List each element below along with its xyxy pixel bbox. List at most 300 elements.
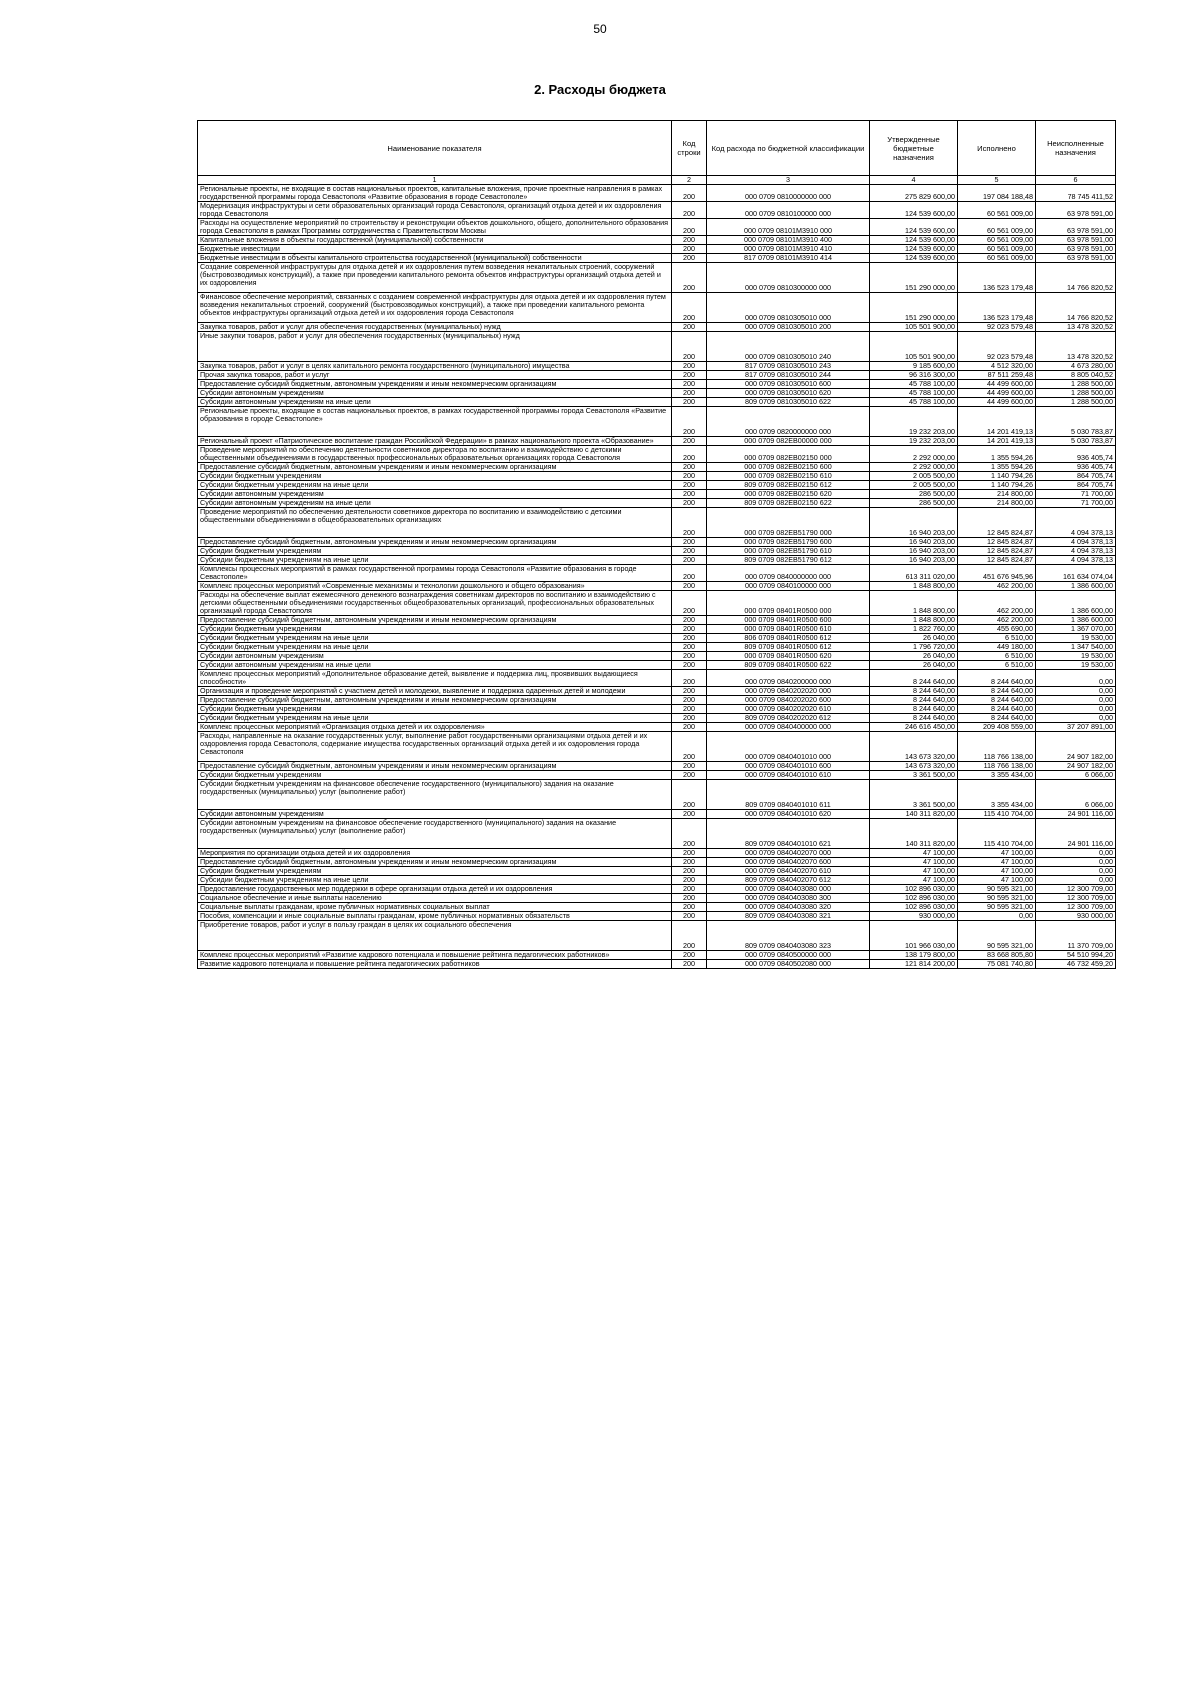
row-unexecuted-cell: 54 510 994,20 (1036, 951, 1116, 960)
row-line-code-cell: 200 (672, 616, 707, 625)
row-approved-cell: 124 539 600,00 (870, 254, 958, 263)
row-classification-code-cell: 000 0709 0840502080 000 (707, 960, 870, 969)
budget-table-container (197, 120, 1115, 969)
row-executed-cell: 8 244 640,00 (958, 687, 1036, 696)
row-approved-cell: 275 829 600,00 (870, 185, 958, 202)
row-classification-code-cell: 817 0709 0810305010 243 (707, 362, 870, 371)
column-number: 6 (1036, 176, 1116, 185)
row-unexecuted-cell: 12 300 709,00 (1036, 903, 1116, 912)
row-classification-code-cell: 000 0709 0840401010 600 (707, 762, 870, 771)
row-approved-cell: 105 501 900,00 (870, 332, 958, 362)
table-row (198, 236, 1116, 245)
row-classification-code-cell: 000 0709 082ЕВ02150 620 (707, 490, 870, 499)
table-row (198, 780, 1116, 810)
row-line-code-cell: 200 (672, 582, 707, 591)
row-approved-cell: 47 100,00 (870, 867, 958, 876)
row-executed-cell: 44 499 600,00 (958, 398, 1036, 407)
row-approved-cell: 286 500,00 (870, 490, 958, 499)
row-executed-cell: 87 511 259,48 (958, 371, 1036, 380)
row-executed-cell: 14 201 419,13 (958, 437, 1036, 446)
row-unexecuted-cell: 0,00 (1036, 705, 1116, 714)
row-classification-code-cell: 000 0709 0840402070 610 (707, 867, 870, 876)
row-name-cell: Субсидии бюджетным учреждениям на иные цели (198, 643, 672, 652)
row-executed-cell: 462 200,00 (958, 616, 1036, 625)
row-executed-cell: 8 244 640,00 (958, 705, 1036, 714)
column-number: 5 (958, 176, 1036, 185)
page-number: 50 (593, 22, 607, 36)
row-unexecuted-cell: 24 901 116,00 (1036, 819, 1116, 849)
row-classification-code-cell: 000 0709 0810000000 000 (707, 185, 870, 202)
row-unexecuted-cell: 63 978 591,00 (1036, 245, 1116, 254)
row-line-code-cell: 200 (672, 780, 707, 810)
row-line-code-cell: 200 (672, 556, 707, 565)
row-unexecuted-cell: 1 367 070,00 (1036, 625, 1116, 634)
table-row (198, 446, 1116, 463)
row-unexecuted-cell: 0,00 (1036, 714, 1116, 723)
row-classification-code-cell: 000 0709 0810305010 240 (707, 332, 870, 362)
row-unexecuted-cell: 71 700,00 (1036, 490, 1116, 499)
row-executed-cell: 12 845 824,87 (958, 538, 1036, 547)
row-name-cell: Субсидии бюджетным учреждениям (198, 625, 672, 634)
row-unexecuted-cell: 4 094 378,13 (1036, 508, 1116, 538)
row-approved-cell: 45 788 100,00 (870, 389, 958, 398)
row-name-cell: Предоставление субсидий бюджетным, автономным учреждениям и иным некоммерческим организациям (198, 616, 672, 625)
row-executed-cell: 209 408 559,00 (958, 723, 1036, 732)
row-unexecuted-cell: 12 300 709,00 (1036, 894, 1116, 903)
row-approved-cell: 8 244 640,00 (870, 696, 958, 705)
row-line-code-cell: 200 (672, 362, 707, 371)
row-unexecuted-cell: 19 530,00 (1036, 634, 1116, 643)
row-classification-code-cell: 000 0709 0840202020 600 (707, 696, 870, 705)
row-name-cell: Субсидии бюджетным учреждениям на иные цели (198, 481, 672, 490)
row-line-code-cell: 200 (672, 481, 707, 490)
row-executed-cell: 1 140 794,26 (958, 472, 1036, 481)
column-number: 1 (198, 176, 672, 185)
row-executed-cell: 118 766 138,00 (958, 732, 1036, 762)
row-name-cell: Субсидии автономным учреждениям (198, 389, 672, 398)
column-header-line-code: Код строки (672, 121, 707, 176)
row-approved-cell: 16 940 203,00 (870, 508, 958, 538)
row-name-cell: Предоставление государственных мер поддержки в сфере организации отдыха детей и их оздоровления (198, 885, 672, 894)
row-executed-cell: 60 561 009,00 (958, 202, 1036, 219)
row-unexecuted-cell: 63 978 591,00 (1036, 254, 1116, 263)
row-approved-cell: 930 000,00 (870, 912, 958, 921)
row-name-cell: Предоставление субсидий бюджетным, автономным учреждениям и иным некоммерческим организациям (198, 762, 672, 771)
row-unexecuted-cell: 0,00 (1036, 867, 1116, 876)
row-name-cell: Модернизация инфраструктуры и сети образовательных организаций города Севастополя, организаций отдыха детей и их оздоровления города Севастополя (198, 202, 672, 219)
row-executed-cell: 6 510,00 (958, 634, 1036, 643)
row-executed-cell: 47 100,00 (958, 867, 1036, 876)
row-unexecuted-cell: 0,00 (1036, 858, 1116, 867)
row-name-cell: Комплекс процессных мероприятий «Современные механизмы и технологии дошкольного и общего образования» (198, 582, 672, 591)
row-classification-code-cell: 000 0709 0810305010 000 (707, 293, 870, 323)
row-executed-cell: 214 800,00 (958, 490, 1036, 499)
column-header-unexecuted: Неисполненные назначения (1036, 121, 1116, 176)
row-classification-code-cell: 000 0709 082ЕВ51790 610 (707, 547, 870, 556)
row-executed-cell: 60 561 009,00 (958, 236, 1036, 245)
row-name-cell: Расходы, направленные на оказание государственных услуг, выполнение работ государственными организациями отдыха детей и их оздоровления города Севастополя, содержание имущества государственных организаций отдыха детей и их оздоровления города Севастополя (198, 732, 672, 762)
table-row (198, 762, 1116, 771)
row-approved-cell: 151 290 000,00 (870, 293, 958, 323)
row-line-code-cell: 200 (672, 634, 707, 643)
row-classification-code-cell: 809 0709 0840403080 321 (707, 912, 870, 921)
row-executed-cell: 90 595 321,00 (958, 921, 1036, 951)
table-row (198, 696, 1116, 705)
row-unexecuted-cell: 4 673 280,00 (1036, 362, 1116, 371)
row-executed-cell: 90 595 321,00 (958, 894, 1036, 903)
row-executed-cell: 451 676 945,96 (958, 565, 1036, 582)
row-classification-code-cell: 000 0709 082ЕВ51790 600 (707, 538, 870, 547)
table-row (198, 732, 1116, 762)
row-name-cell: Иные закупки товаров, работ и услуг для обеспечения государственных (муниципальных) нужд (198, 332, 672, 362)
row-classification-code-cell: 000 0709 08401R0500 600 (707, 616, 870, 625)
row-executed-cell: 12 845 824,87 (958, 556, 1036, 565)
row-unexecuted-cell: 14 766 820,52 (1036, 263, 1116, 293)
row-executed-cell: 83 668 805,80 (958, 951, 1036, 960)
row-classification-code-cell: 000 0709 0840402070 600 (707, 858, 870, 867)
row-unexecuted-cell: 37 207 891,00 (1036, 723, 1116, 732)
row-unexecuted-cell: 936 405,74 (1036, 446, 1116, 463)
row-name-cell: Расходы на обеспечение выплат ежемесячного денежного вознаграждения советникам директоров по воспитанию и взаимодействию с детскими общественными объединениями государственных общеобразовательных организаций, профессиональных образовательных организаций города Севастополя (198, 591, 672, 616)
row-name-cell: Капитальные вложения в объекты государственной (муниципальной) собственности (198, 236, 672, 245)
row-executed-cell: 118 766 138,00 (958, 762, 1036, 771)
row-line-code-cell: 200 (672, 867, 707, 876)
row-executed-cell: 214 800,00 (958, 499, 1036, 508)
row-executed-cell: 115 410 704,00 (958, 810, 1036, 819)
row-unexecuted-cell: 5 030 783,87 (1036, 437, 1116, 446)
row-line-code-cell: 200 (672, 202, 707, 219)
row-executed-cell: 1 355 594,26 (958, 463, 1036, 472)
table-body (198, 185, 1116, 969)
row-classification-code-cell: 000 0709 0810305010 620 (707, 389, 870, 398)
row-executed-cell: 60 561 009,00 (958, 245, 1036, 254)
row-line-code-cell: 200 (672, 625, 707, 634)
row-line-code-cell: 200 (672, 380, 707, 389)
row-unexecuted-cell: 6 066,00 (1036, 771, 1116, 780)
row-unexecuted-cell: 1 288 500,00 (1036, 398, 1116, 407)
table-row (198, 921, 1116, 951)
row-classification-code-cell: 809 0709 082ЕВ02150 622 (707, 499, 870, 508)
row-approved-cell: 19 232 203,00 (870, 407, 958, 437)
row-executed-cell: 8 244 640,00 (958, 714, 1036, 723)
row-approved-cell: 143 673 320,00 (870, 762, 958, 771)
row-approved-cell: 613 311 020,00 (870, 565, 958, 582)
row-name-cell: Субсидии бюджетным учреждениям (198, 472, 672, 481)
row-classification-code-cell: 809 0709 0840202020 612 (707, 714, 870, 723)
row-line-code-cell: 200 (672, 912, 707, 921)
row-unexecuted-cell: 63 978 591,00 (1036, 202, 1116, 219)
row-line-code-cell: 200 (672, 407, 707, 437)
table-row (198, 538, 1116, 547)
row-approved-cell: 3 361 500,00 (870, 780, 958, 810)
row-line-code-cell: 200 (672, 705, 707, 714)
table-row (198, 293, 1116, 323)
row-approved-cell: 45 788 100,00 (870, 380, 958, 389)
row-unexecuted-cell: 0,00 (1036, 849, 1116, 858)
row-classification-code-cell: 809 0709 082ЕВ02150 612 (707, 481, 870, 490)
row-executed-cell: 47 100,00 (958, 858, 1036, 867)
row-executed-cell: 4 512 320,00 (958, 362, 1036, 371)
column-header-name: Наименование показателя (198, 121, 672, 176)
row-approved-cell: 124 539 600,00 (870, 236, 958, 245)
row-approved-cell: 8 244 640,00 (870, 687, 958, 696)
row-line-code-cell: 200 (672, 371, 707, 380)
row-executed-cell: 47 100,00 (958, 849, 1036, 858)
row-name-cell: Субсидии автономным учреждениям на иные цели (198, 398, 672, 407)
row-line-code-cell: 200 (672, 472, 707, 481)
row-executed-cell: 90 595 321,00 (958, 885, 1036, 894)
row-classification-code-cell: 809 0709 0810305010 622 (707, 398, 870, 407)
row-classification-code-cell: 809 0709 082ЕВ51790 612 (707, 556, 870, 565)
table-row (198, 819, 1116, 849)
row-unexecuted-cell: 71 700,00 (1036, 499, 1116, 508)
row-approved-cell: 102 896 030,00 (870, 903, 958, 912)
row-approved-cell: 26 040,00 (870, 652, 958, 661)
row-line-code-cell: 200 (672, 547, 707, 556)
row-unexecuted-cell: 936 405,74 (1036, 463, 1116, 472)
row-classification-code-cell: 000 0709 082ЕВ02150 610 (707, 472, 870, 481)
row-line-code-cell: 200 (672, 538, 707, 547)
row-name-cell: Социальное обеспечение и иные выплаты населению (198, 894, 672, 903)
row-name-cell: Субсидии автономным учреждениям (198, 810, 672, 819)
row-unexecuted-cell: 4 094 378,13 (1036, 547, 1116, 556)
row-name-cell: Комплекс процессных мероприятий «Организация отдыха детей и их оздоровления» (198, 723, 672, 732)
table-row (198, 643, 1116, 652)
budget-expenses-table (197, 120, 1116, 969)
row-line-code-cell: 200 (672, 490, 707, 499)
row-classification-code-cell: 000 0709 0840200000 000 (707, 670, 870, 687)
table-row (198, 481, 1116, 490)
row-line-code-cell: 200 (672, 762, 707, 771)
row-name-cell: Комплекс процессных мероприятий «Развитие кадрового потенциала и повышение рейтинга педагогических работников» (198, 951, 672, 960)
row-unexecuted-cell: 1 288 500,00 (1036, 389, 1116, 398)
row-name-cell: Бюджетные инвестиции (198, 245, 672, 254)
row-name-cell: Субсидии бюджетным учреждениям на иные цели (198, 556, 672, 565)
row-name-cell: Региональный проект «Патриотическое воспитание граждан Российской Федерации» в рамках национального проекта «Образование» (198, 437, 672, 446)
row-approved-cell: 26 040,00 (870, 634, 958, 643)
row-classification-code-cell: 000 0709 0840100000 000 (707, 582, 870, 591)
row-line-code-cell: 200 (672, 323, 707, 332)
row-line-code-cell: 200 (672, 714, 707, 723)
row-approved-cell: 8 244 640,00 (870, 670, 958, 687)
row-classification-code-cell: 817 0709 08101М3910 414 (707, 254, 870, 263)
row-unexecuted-cell: 864 705,74 (1036, 472, 1116, 481)
row-approved-cell: 121 814 200,00 (870, 960, 958, 969)
row-executed-cell: 75 081 740,80 (958, 960, 1036, 969)
table-row (198, 332, 1116, 362)
row-approved-cell: 47 100,00 (870, 849, 958, 858)
table-row (198, 263, 1116, 293)
row-unexecuted-cell: 4 094 378,13 (1036, 556, 1116, 565)
row-unexecuted-cell: 5 030 783,87 (1036, 407, 1116, 437)
column-header-approved: Утвержденные бюджетные назначения (870, 121, 958, 176)
column-number: 3 (707, 176, 870, 185)
row-unexecuted-cell: 4 094 378,13 (1036, 538, 1116, 547)
table-row (198, 616, 1116, 625)
row-approved-cell: 1 848 800,00 (870, 616, 958, 625)
row-classification-code-cell: 809 0709 08401R0500 612 (707, 643, 870, 652)
row-line-code-cell: 200 (672, 661, 707, 670)
row-line-code-cell: 200 (672, 723, 707, 732)
row-line-code-cell: 200 (672, 185, 707, 202)
row-classification-code-cell: 809 0709 08401R0500 622 (707, 661, 870, 670)
row-line-code-cell: 200 (672, 696, 707, 705)
row-executed-cell: 92 023 579,48 (958, 332, 1036, 362)
row-line-code-cell: 200 (672, 254, 707, 263)
row-classification-code-cell: 000 0709 08101М3910 400 (707, 236, 870, 245)
row-line-code-cell: 200 (672, 508, 707, 538)
row-unexecuted-cell: 864 705,74 (1036, 481, 1116, 490)
row-classification-code-cell: 809 0709 0840401010 621 (707, 819, 870, 849)
row-approved-cell: 47 100,00 (870, 858, 958, 867)
row-approved-cell: 9 185 600,00 (870, 362, 958, 371)
row-classification-code-cell: 000 0709 0820000000 000 (707, 407, 870, 437)
row-executed-cell: 8 244 640,00 (958, 670, 1036, 687)
row-unexecuted-cell: 24 907 182,00 (1036, 762, 1116, 771)
row-approved-cell: 1 848 800,00 (870, 591, 958, 616)
row-line-code-cell: 200 (672, 858, 707, 867)
row-unexecuted-cell: 11 370 709,00 (1036, 921, 1116, 951)
row-line-code-cell: 200 (672, 437, 707, 446)
row-executed-cell: 8 244 640,00 (958, 696, 1036, 705)
row-executed-cell: 47 100,00 (958, 876, 1036, 885)
row-classification-code-cell: 000 0709 0810305010 600 (707, 380, 870, 389)
table-row (198, 185, 1116, 202)
row-classification-code-cell: 817 0709 0810305010 244 (707, 371, 870, 380)
row-classification-code-cell: 000 0709 0840401010 620 (707, 810, 870, 819)
row-unexecuted-cell: 13 478 320,52 (1036, 332, 1116, 362)
row-approved-cell: 16 940 203,00 (870, 547, 958, 556)
table-row (198, 380, 1116, 389)
row-line-code-cell: 200 (672, 903, 707, 912)
row-unexecuted-cell: 1 386 600,00 (1036, 616, 1116, 625)
row-approved-cell: 1 796 720,00 (870, 643, 958, 652)
row-line-code-cell: 200 (672, 643, 707, 652)
row-approved-cell: 138 179 800,00 (870, 951, 958, 960)
row-unexecuted-cell: 78 745 411,52 (1036, 185, 1116, 202)
row-executed-cell: 115 410 704,00 (958, 819, 1036, 849)
row-executed-cell: 0,00 (958, 912, 1036, 921)
row-line-code-cell: 200 (672, 771, 707, 780)
row-executed-cell: 1 140 794,26 (958, 481, 1036, 490)
row-classification-code-cell: 809 0709 0840401010 611 (707, 780, 870, 810)
row-name-cell: Организация и проведение мероприятий с участием детей и молодежи, выявление и поддержка одаренных детей и молодежи (198, 687, 672, 696)
table-row (198, 463, 1116, 472)
row-unexecuted-cell: 8 805 040,52 (1036, 371, 1116, 380)
row-approved-cell: 102 896 030,00 (870, 885, 958, 894)
row-approved-cell: 16 940 203,00 (870, 538, 958, 547)
column-header-classification-code: Код расхода по бюджетной классификации (707, 121, 870, 176)
row-line-code-cell: 200 (672, 921, 707, 951)
row-classification-code-cell: 000 0709 0840403080 000 (707, 885, 870, 894)
row-line-code-cell: 200 (672, 951, 707, 960)
row-approved-cell: 140 311 820,00 (870, 819, 958, 849)
row-line-code-cell: 200 (672, 389, 707, 398)
row-executed-cell: 12 845 824,87 (958, 547, 1036, 556)
row-approved-cell: 2 005 500,00 (870, 472, 958, 481)
row-executed-cell: 14 201 419,13 (958, 407, 1036, 437)
row-line-code-cell: 200 (672, 332, 707, 362)
row-classification-code-cell: 000 0709 0840400000 000 (707, 723, 870, 732)
row-name-cell: Региональные проекты, не входящие в состав национальных проектов, капитальные вложения, прочие проектные направления в рамках государственной программы города Севастополя «Развитие образования в городе Севастополе» (198, 185, 672, 202)
row-name-cell: Предоставление субсидий бюджетным, автономным учреждениям и иным некоммерческим организациям (198, 380, 672, 389)
row-executed-cell: 44 499 600,00 (958, 380, 1036, 389)
row-classification-code-cell: 000 0709 08101М3910 000 (707, 219, 870, 236)
row-approved-cell: 1 822 760,00 (870, 625, 958, 634)
row-executed-cell: 1 355 594,26 (958, 446, 1036, 463)
table-row (198, 670, 1116, 687)
row-executed-cell: 3 355 434,00 (958, 771, 1036, 780)
row-approved-cell: 1 848 800,00 (870, 582, 958, 591)
row-executed-cell: 455 690,00 (958, 625, 1036, 634)
row-classification-code-cell: 000 0709 08401R0500 620 (707, 652, 870, 661)
column-number: 4 (870, 176, 958, 185)
row-executed-cell: 60 561 009,00 (958, 219, 1036, 236)
row-name-cell: Развитие кадрового потенциала и повышение рейтинга педагогических работников (198, 960, 672, 969)
row-approved-cell: 124 539 600,00 (870, 202, 958, 219)
table-row (198, 508, 1116, 538)
row-name-cell: Закупка товаров, работ и услуг для обеспечения государственных (муниципальных) нужд (198, 323, 672, 332)
row-unexecuted-cell: 0,00 (1036, 687, 1116, 696)
row-unexecuted-cell: 1 386 600,00 (1036, 582, 1116, 591)
row-executed-cell: 12 845 824,87 (958, 508, 1036, 538)
row-line-code-cell: 200 (672, 687, 707, 696)
row-classification-code-cell: 809 0709 0840402070 612 (707, 876, 870, 885)
row-unexecuted-cell: 24 901 116,00 (1036, 810, 1116, 819)
row-name-cell: Субсидии бюджетным учреждениям на иные цели (198, 876, 672, 885)
row-unexecuted-cell: 24 907 182,00 (1036, 732, 1116, 762)
row-unexecuted-cell: 63 978 591,00 (1036, 236, 1116, 245)
row-unexecuted-cell: 0,00 (1036, 670, 1116, 687)
row-name-cell: Субсидии бюджетным учреждениям (198, 547, 672, 556)
row-name-cell: Расходы на осуществление мероприятий по строительству и реконструкции объектов дошкольного, общего, дополнительного образования города Севастополя в рамках Программы сотрудничества с Правительством Москвы (198, 219, 672, 236)
row-classification-code-cell: 000 0709 0840000000 000 (707, 565, 870, 582)
row-line-code-cell: 200 (672, 263, 707, 293)
row-name-cell: Мероприятия по организации отдыха детей и их оздоровления (198, 849, 672, 858)
row-classification-code-cell: 000 0709 0840401010 610 (707, 771, 870, 780)
row-approved-cell: 105 501 900,00 (870, 323, 958, 332)
row-executed-cell: 92 023 579,48 (958, 323, 1036, 332)
row-line-code-cell: 200 (672, 885, 707, 894)
row-unexecuted-cell: 13 478 320,52 (1036, 323, 1116, 332)
row-classification-code-cell: 000 0709 082ЕВ02150 600 (707, 463, 870, 472)
row-unexecuted-cell: 0,00 (1036, 696, 1116, 705)
row-name-cell: Субсидии бюджетным учреждениям на иные цели (198, 634, 672, 643)
row-classification-code-cell: 000 0709 0810300000 000 (707, 263, 870, 293)
row-approved-cell: 45 788 100,00 (870, 398, 958, 407)
row-unexecuted-cell: 161 634 074,04 (1036, 565, 1116, 582)
row-name-cell: Субсидии бюджетным учреждениям на иные цели (198, 714, 672, 723)
row-approved-cell: 8 244 640,00 (870, 705, 958, 714)
row-name-cell: Проведение мероприятий по обеспечению деятельности советников директора по воспитанию и взаимодействию с детскими общественными объединениями в общеобразовательных организациях (198, 508, 672, 538)
row-name-cell: Комплексы процессных мероприятий в рамках государственной программы города Севастополя «Развитие образования в городе Севастополе» (198, 565, 672, 582)
row-name-cell: Пособия, компенсации и иные социальные выплаты гражданам, кроме публичных нормативных обязательств (198, 912, 672, 921)
row-name-cell: Субсидии автономным учреждениям (198, 652, 672, 661)
row-name-cell: Субсидии бюджетным учреждениям на финансовое обеспечение государственного (муниципального) задания на оказание государственных (муниципальных) услуг (выполнение работ) (198, 780, 672, 810)
row-line-code-cell: 200 (672, 810, 707, 819)
row-line-code-cell: 200 (672, 652, 707, 661)
row-line-code-cell: 200 (672, 398, 707, 407)
row-name-cell: Субсидии бюджетным учреждениям (198, 705, 672, 714)
table-row (198, 858, 1116, 867)
row-name-cell: Предоставление субсидий бюджетным, автономным учреждениям и иным некоммерческим организациям (198, 696, 672, 705)
row-unexecuted-cell: 63 978 591,00 (1036, 219, 1116, 236)
row-name-cell: Прочая закупка товаров, работ и услуг (198, 371, 672, 380)
row-approved-cell: 96 316 300,00 (870, 371, 958, 380)
row-approved-cell: 2 292 000,00 (870, 446, 958, 463)
row-name-cell: Социальные выплаты гражданам, кроме публичных нормативных социальных выплат (198, 903, 672, 912)
row-line-code-cell: 200 (672, 219, 707, 236)
